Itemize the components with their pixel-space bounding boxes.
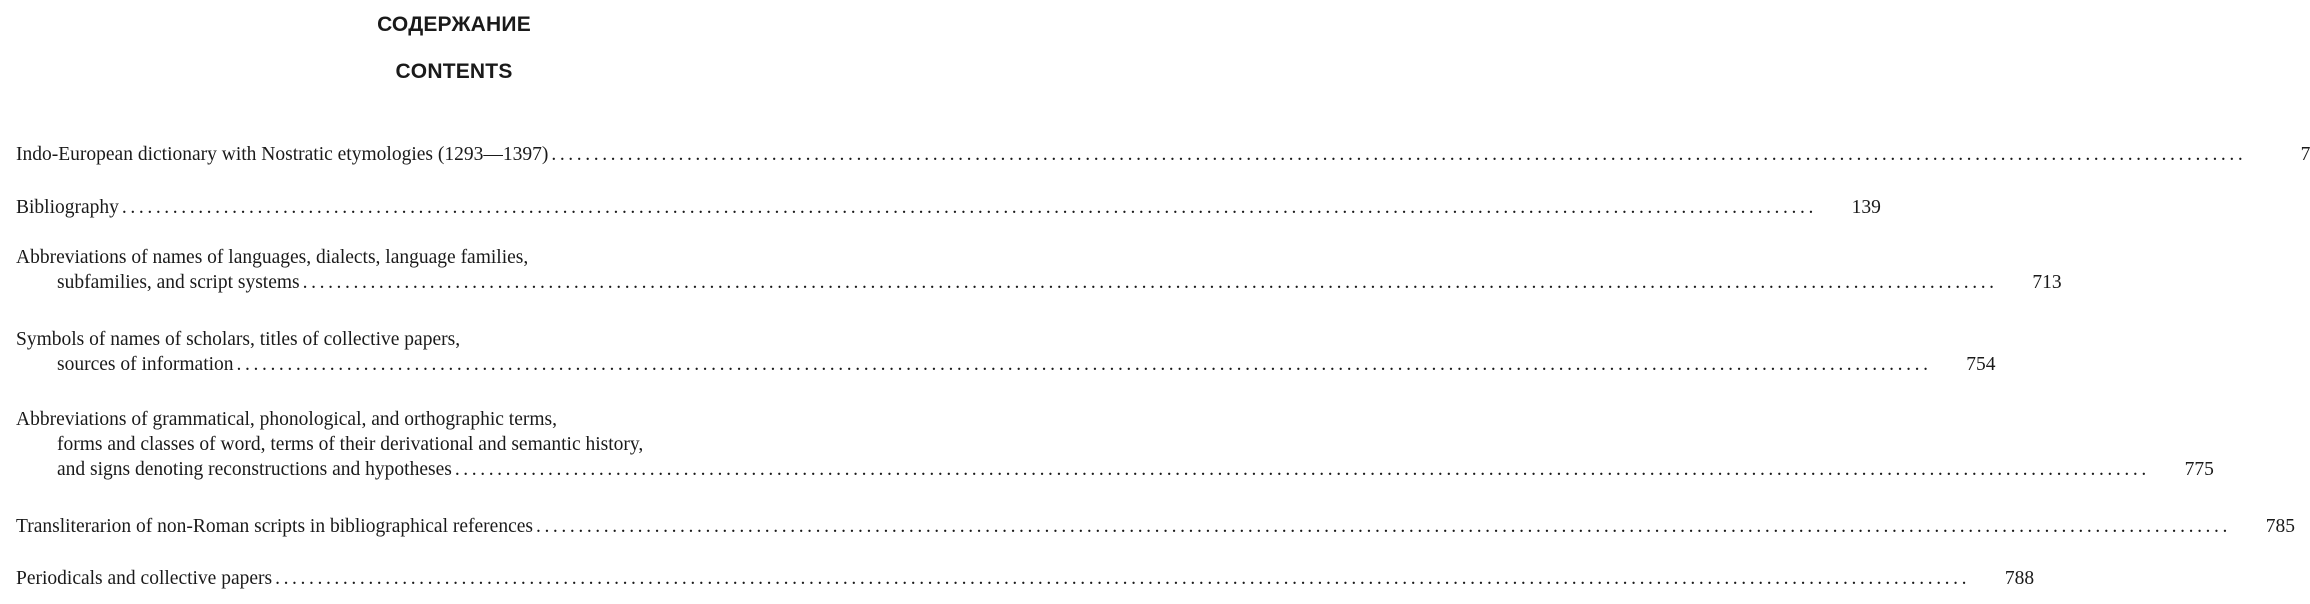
toc-page-number: 775 bbox=[2184, 459, 2214, 480]
toc-entry-line bbox=[16, 566, 2035, 591]
leader-dots: ........................................................................................................................................................................................................ bbox=[535, 516, 2231, 537]
toc-entry-title-continuation: sources of information bbox=[57, 354, 234, 375]
toc-entry-title: Bibliography bbox=[16, 197, 119, 218]
toc-entry-line bbox=[16, 270, 2062, 295]
leader-dots: ........................................................................................................................................................................................................ bbox=[121, 197, 1817, 218]
leader-dots: ........................................................................................................................................................................................................ bbox=[275, 568, 1971, 589]
toc-page-number: 7 bbox=[2300, 144, 2310, 165]
leader-dots: ........................................................................................................................................................................................................ bbox=[236, 354, 1932, 375]
toc-entry-line bbox=[16, 457, 2214, 482]
leader-dots: ........................................................................................................................................................................................................ bbox=[454, 459, 2150, 480]
toc-entry-dictionary bbox=[16, 142, 2310, 167]
toc-page-number: 713 bbox=[2032, 272, 2062, 293]
toc-entry-line bbox=[16, 514, 2295, 539]
toc-entry-periodicals bbox=[16, 566, 2035, 591]
toc-page-number: 788 bbox=[2004, 568, 2035, 589]
toc-entry-title-continuation: forms and classes of word, terms of their derivational and semantic history, bbox=[57, 434, 644, 455]
toc-page-number: 785 bbox=[2265, 516, 2295, 537]
toc-page-number: 139 bbox=[1851, 197, 1881, 218]
toc-entry-title: Transliterarion of non-Roman scripts in bibliographical references bbox=[16, 516, 533, 537]
page-title-russian: СОДЕРЖАНИЕ bbox=[377, 13, 531, 36]
toc-entry-title: Abbreviations of names of languages, dialects, language families, bbox=[16, 247, 529, 268]
toc-entry-title-continuation: subfamilies, and script systems bbox=[57, 272, 300, 293]
toc-entry-title: Indo-European dictionary with Nostratic etymologies (1293—1397) bbox=[16, 144, 549, 165]
toc-page-number: 754 bbox=[1966, 354, 1996, 375]
toc-entry-line bbox=[16, 195, 1881, 220]
toc-entry-line bbox=[16, 142, 2310, 167]
toc-entry-title: Abbreviations of grammatical, phonological, and orthographic terms, bbox=[16, 409, 557, 430]
page-title-english: CONTENTS bbox=[395, 60, 513, 83]
toc-entry-grammatical-abbreviations bbox=[16, 407, 2214, 482]
toc-entry-title: Periodicals and collective papers bbox=[16, 568, 273, 589]
toc-entry-transliteration bbox=[16, 514, 2295, 539]
toc-entry-scholar-symbols bbox=[16, 327, 1996, 377]
toc-entry-line bbox=[16, 352, 1996, 377]
toc-entry-title: Symbols of names of scholars, titles of collective papers, bbox=[16, 329, 461, 350]
leader-dots: ........................................................................................................................................................................................................ bbox=[551, 144, 2247, 165]
toc-entry-language-abbreviations bbox=[16, 245, 2062, 295]
toc-entry-title-continuation: and signs denoting reconstructions and hypotheses bbox=[57, 459, 452, 480]
leader-dots: ........................................................................................................................................................................................................ bbox=[302, 272, 1998, 293]
toc-entry-bibliography bbox=[16, 195, 1881, 220]
